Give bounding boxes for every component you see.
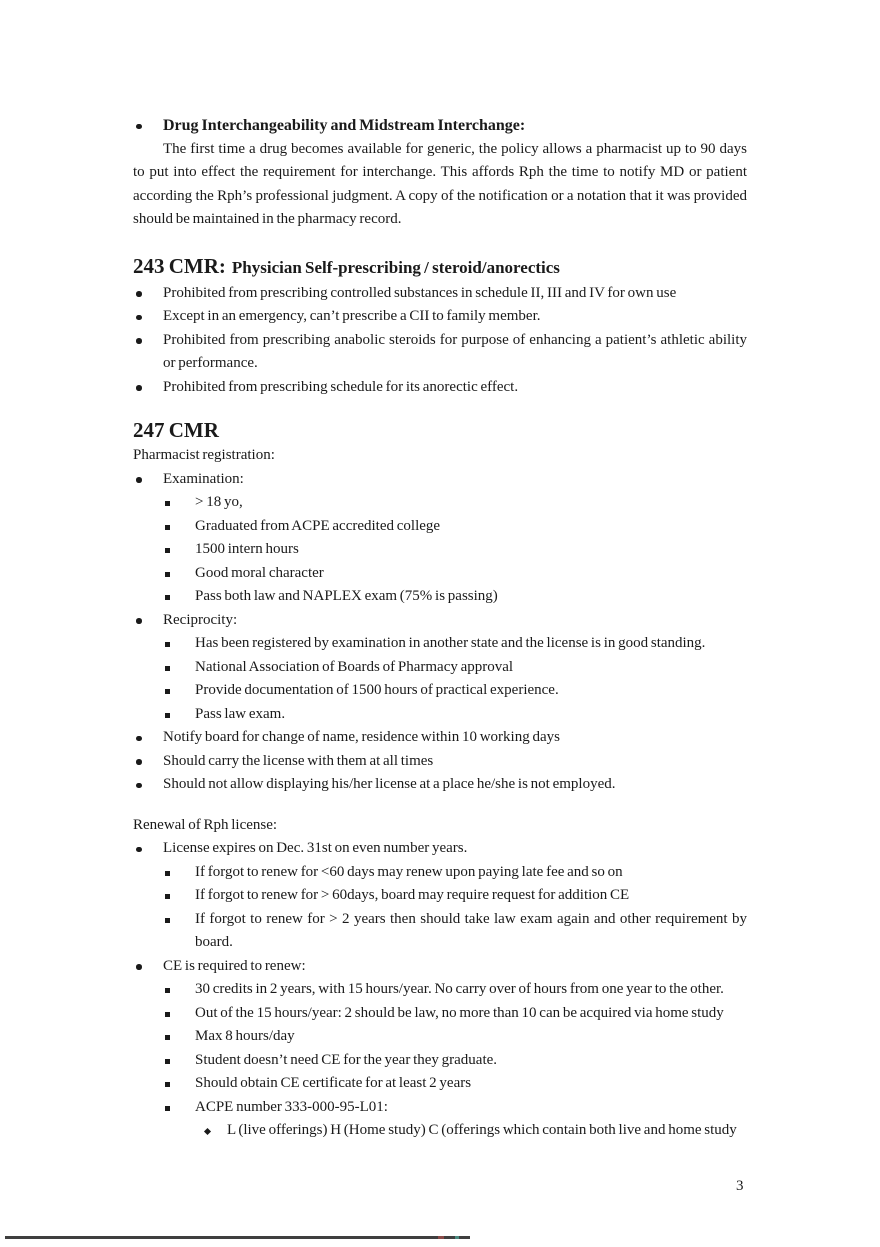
- sub-bullet-text: If forgot to renew for <60 days may renew upon paying late fee and so on: [195, 863, 623, 880]
- cmr247-heading-main: 247 CMR: [133, 418, 219, 442]
- paragraph-line: The first time a drug becomes available for generic, the policy allows a pharmacist up to 90 days: [163, 140, 747, 157]
- pharmacist-registration-label: Pharmacist registration:: [133, 447, 275, 463]
- sub-bullet-text: If forgot to renew for > 60days, board may require request for addition CE: [195, 887, 630, 903]
- sub-bullet-item: [133, 978, 747, 1002]
- bullet-text: Should carry the license with them at all times: [163, 752, 434, 769]
- bullet-icon: [136, 618, 142, 624]
- page-number: 3: [736, 1178, 744, 1194]
- scan-artifact-speck: [455, 1236, 459, 1239]
- diamond-bullet-icon: [204, 1127, 211, 1134]
- bullet-text: [163, 329, 747, 376]
- bullet-item-examination: [133, 468, 747, 492]
- bullet-icon: [136, 783, 142, 789]
- sub-bullet-text: Should obtain CE certificate for at least 2 years: [195, 1075, 472, 1091]
- sub-bullet-text: Graduated from ACPE accredited college: [195, 517, 441, 534]
- sub-bullet-item: [133, 632, 747, 656]
- sub-bullet-item: [133, 515, 747, 539]
- square-bullet-icon: [165, 894, 170, 899]
- bullet-text: License expires on Dec. 31st on even number years.: [163, 840, 468, 856]
- sub-bullet-text-line: board.: [195, 934, 233, 950]
- interchange-paragraph: [133, 138, 747, 232]
- bullet-icon: [136, 385, 142, 391]
- interchange-heading: Drug Interchangeability and Midstream Interchange:: [163, 117, 526, 134]
- square-bullet-icon: [165, 1035, 170, 1040]
- sub-bullet-item: [133, 1002, 747, 1026]
- bullet-icon: [136, 315, 142, 321]
- sub-bullet-text: National Association of Boards of Pharmacy approval: [195, 658, 514, 675]
- bullet-item-license-expires: [133, 837, 747, 861]
- paragraph-line: should be maintained in the pharmacy record.: [133, 211, 402, 227]
- cmr243-heading-main: 243 CMR:: [133, 253, 226, 278]
- sub-bullet-item-acpe: [133, 1096, 747, 1120]
- bullet-item: [133, 329, 747, 376]
- bullet-text: Examination:: [163, 470, 244, 487]
- bullet-icon: [136, 736, 142, 742]
- sub-bullet-text: Out of the 15 hours/year: 2 should be law, no more than 10 can be acquired via home study: [195, 1004, 724, 1021]
- square-bullet-icon: [165, 1082, 170, 1087]
- bullet-text: Prohibited from prescribing schedule for its anorectic effect.: [163, 378, 519, 395]
- sub-bullet-item: [133, 1025, 747, 1049]
- bullet-text-line: Prohibited from prescribing anabolic steroids for purpose of enhancing a patient’s athletic ability: [163, 331, 747, 348]
- bullet-item: [133, 376, 747, 400]
- square-bullet-icon: [165, 548, 170, 553]
- square-bullet-icon: [165, 572, 170, 577]
- sub-bullet-text: Has been registered by examination in another state and the license is in good standing.: [195, 635, 706, 651]
- sub-bullet-text: Provide documentation of 1500 hours of practical experience.: [195, 682, 559, 698]
- square-bullet-icon: [165, 871, 170, 876]
- square-bullet-icon: [165, 595, 170, 600]
- sub-sub-bullet-text: L (live offerings) H (Home study) C (offerings which contain both live and home study: [227, 1122, 737, 1138]
- sub-bullet-item: [133, 679, 747, 703]
- bullet-text: Should not allow displaying his/her license at a place he/she is not employed.: [163, 776, 616, 792]
- bullet-text: Notify board for change of name, residence within 10 working days: [163, 729, 560, 745]
- interchange-heading-item: [133, 114, 747, 138]
- square-bullet-icon: [165, 1106, 170, 1111]
- bullet-item-reciprocity: [133, 609, 747, 633]
- cmr243-heading: [133, 252, 747, 282]
- bullet-icon: [136, 964, 142, 970]
- bullet-item-ce-required: [133, 955, 747, 979]
- sub-bullet-text: 30 credits in 2 years, with 15 hours/year. No carry over of hours from one year to the other.: [195, 981, 724, 997]
- sub-bullet-text: > 18 yo,: [195, 494, 243, 510]
- bullet-text: Reciprocity:: [163, 611, 238, 628]
- sub-bullet-item: [133, 884, 747, 908]
- scan-artifact-speck: [438, 1236, 444, 1239]
- sub-bullet-text: ACPE number 333-000-95-L01:: [195, 1098, 388, 1115]
- sub-bullet-item: [133, 1072, 747, 1096]
- bullet-icon: [136, 477, 142, 483]
- sub-bullet-text: Good moral character: [195, 564, 324, 581]
- bullet-text: Except in an emergency, can’t prescribe a CII to family member.: [163, 308, 541, 324]
- square-bullet-icon: [165, 501, 170, 506]
- sub-bullet-item: [133, 538, 747, 562]
- bullet-item: [133, 282, 747, 306]
- bullet-icon: [136, 847, 142, 853]
- square-bullet-icon: [165, 918, 170, 923]
- square-bullet-icon: [165, 1059, 170, 1064]
- square-bullet-icon: [165, 988, 170, 993]
- scan-artifact-line: [5, 1236, 470, 1239]
- page-content: [133, 114, 747, 1143]
- sub-bullet-item: [133, 1049, 747, 1073]
- renewal-intro-label: Renewal of Rph license:: [133, 816, 278, 833]
- square-bullet-icon: [165, 689, 170, 694]
- sub-bullet-text: 1500 intern hours: [195, 541, 299, 557]
- sub-bullet-text-line: If forgot to renew for > 2 years then should take law exam again and other requirement by: [195, 910, 747, 927]
- sub-bullet-text: Pass law exam.: [195, 705, 286, 722]
- sub-bullet-item: [133, 703, 747, 727]
- bullet-text-line: or performance.: [163, 355, 258, 371]
- sub-bullet-text: Student doesn’t need CE for the year they graduate.: [195, 1051, 498, 1068]
- sub-bullet-item: [133, 861, 747, 885]
- paragraph-line: to put into effect the requirement for interchange. This affords Rph the time to notify MD or patient: [133, 164, 747, 180]
- bullet-item: [133, 750, 747, 774]
- cmr247-heading: [133, 416, 747, 444]
- sub-bullet-text: [195, 908, 747, 955]
- square-bullet-icon: [165, 1012, 170, 1017]
- sub-bullet-text: Pass both law and NAPLEX exam (75% is passing): [195, 588, 498, 604]
- sub-bullet-item: [133, 562, 747, 586]
- bullet-icon: [136, 338, 142, 344]
- bullet-text: CE is required to renew:: [163, 957, 306, 974]
- square-bullet-icon: [165, 713, 170, 718]
- sub-bullet-item: [133, 908, 747, 955]
- sub-sub-bullet-item: [133, 1119, 747, 1143]
- bullet-icon: [136, 291, 142, 297]
- sub-bullet-item: [133, 656, 747, 680]
- square-bullet-icon: [165, 642, 170, 647]
- sub-bullet-item: [133, 491, 747, 515]
- bullet-icon: [136, 759, 142, 765]
- bullet-item: [133, 773, 747, 797]
- bullet-icon: [136, 124, 142, 130]
- sub-bullet-item: [133, 585, 747, 609]
- paragraph-line: according the Rph’s professional judgment. A copy of the notification or a notation that it was provided: [133, 187, 747, 204]
- cmr243-heading-sub: Physician Self-prescribing / steroid/anorectics: [231, 257, 560, 277]
- bullet-item: [133, 305, 747, 329]
- bullet-item: [133, 726, 747, 750]
- sub-bullet-text: Max 8 hours/day: [195, 1028, 295, 1044]
- square-bullet-icon: [165, 666, 170, 671]
- bullet-text: Prohibited from prescribing controlled substances in schedule II, III and IV for own use: [163, 284, 677, 301]
- square-bullet-icon: [165, 525, 170, 530]
